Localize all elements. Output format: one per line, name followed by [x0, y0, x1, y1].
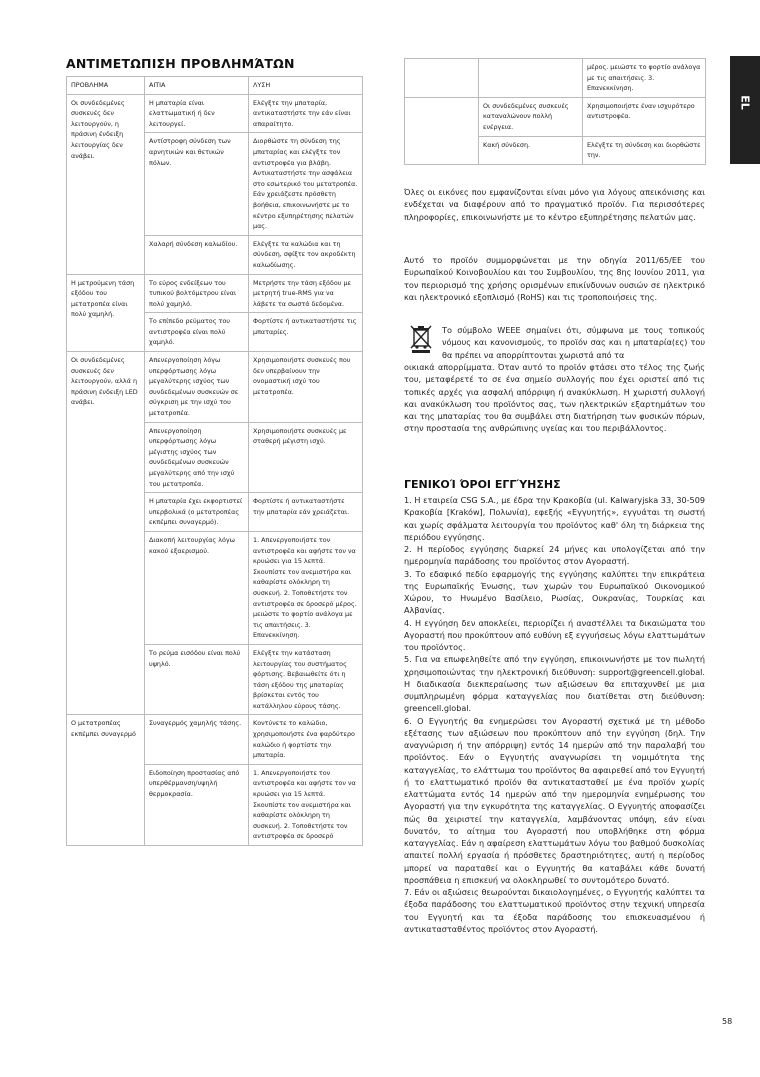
cause-cell: Χαλαρή σύνδεση καλωδίου.: [145, 235, 249, 274]
page-number: 58: [722, 1017, 733, 1026]
table-row: [405, 59, 706, 98]
cause-cell: [479, 59, 583, 98]
list-item: 7. Εάν οι αξιώσεις θεωρούνται δικαιολογημένες, ο Εγγυητής καλύπτει τα έξοδα παράδοσης του ελαττωματικού προϊόντος στην τεχνική υπηρεσία του Εγγυητή και τα έξοδα παράδοσης του επισκευασμένου ή αντικατασταθέντος προϊόντος στον Αγοραστή.: [404, 887, 705, 934]
solution-cell: Χρησιμοποιήστε έναν ισχυρότερο αντιστροφέα.: [583, 97, 706, 136]
problem-cell: Η μετρούμενη τάση εξόδου του μετατροπέα είναι πολύ χαμηλή.: [67, 274, 145, 352]
solution-cell: Ελέγξτε τη σύνδεση και διορθώστε την.: [583, 136, 706, 164]
cause-cell: Απενεργοποίηση λόγω υπερφόρτωσης λόγω μεγαλύτερης ισχύος των συνδεδεμένων συσκευών σε σύγκριση με την ισχύ του μετατροπέα.: [145, 352, 249, 423]
list-item: 6. Ο Εγγυητής θα ενημερώσει τον Αγοραστή σχετικά με τη μέθοδο εξέτασης των αξιώσεων που προκύπτουν από την εγγύηση (δηλ. Την αναγνώριση ή την απόρριψη) εντός 14 ημερών από την παραλαβή του προϊόντος. Εάν ο Εγγυητής αναγνωρίσει τη νομιμότητα της καταγγελίας, το ελάττωμα του προϊόντος θα αφαιρεθεί από τον Εγγυητή ή το ελαττωματικό προϊόν θα αντικατασταθεί με ένα προϊόν χωρίς ελαττώματα εντός 14 ημερών από την ημερομηνία ενημέρωσης του Αγοραστή για την εγκυρότητα της καταγγελίας. Ο Εγγυητής αποφασίζει πώς θα χειριστεί την καταγγελία, λαμβάνοντας υπόψη, εάν είναι δυνατόν, το αίτημα του Αγοραστή που υποβλήθηκε στη φόρμα καταγγελίας. Εάν η αφαίρεση ελαττωμάτων λόγω του βαθμού δυσκολίας απαιτεί πολλή εργασία ή πρόσθετες δραστηριότητες, αυτή η περίοδος μπορεί να παραταθεί και ο Εγγυητής θα καταβάλει κάθε δυνατή προσπάθεια η επισκευή να ολοκληρωθεί το συντομότερο δυνατό.: [404, 715, 705, 885]
images-note: Όλες οι εικόνες που εμφανίζονται είναι μόνο για λόγους απεικόνισης και ενδέχεται να διαφέρουν από το πραγματικό προϊόν. Για περισσότερες πληροφορίες, επικοινωνήστε με το κέντρο εξυπηρέτησης πελατών μας.: [404, 187, 705, 222]
table-row: [67, 352, 363, 423]
table-row: [67, 715, 363, 764]
warranty-title: ΓΕΝΙΚΟΊ ΌΡΟΙ ΕΓΓΎΗΣΗΣ: [404, 478, 561, 491]
cause-cell: Κακή σύνδεση.: [479, 136, 583, 164]
cause-cell: Συναγερμός χαμηλής τάσης.: [145, 715, 249, 764]
weee-statement-rest: οικιακά απορρίμματα. Όταν αυτό το προϊόν φτάσει στο τέλος της ζωής του, μεταφέρετέ το σε ένα σημείο συλλογής που έχει οριστεί από τις τοπικές αρχές για ασφαλή απόρριψη ή ανακύκλωση. Η χωριστή συλλογή και ανακύκλωση του προϊόντος σας, των ηλεκτρικών εξαρτημάτων του και της μπαταρίας του θα συμβάλει στη διατήρηση των φυσικών πόρων, στην προστασία της ανθρώπινης υγείας και του περιβάλλοντος.: [404, 362, 705, 434]
solution-cell: μέρος. μειώστε το φορτίο ανάλογα με τις απαιτήσεις. 3. Επανεκκίνηση.: [583, 59, 706, 98]
solution-cell: 1. Απενεργοποιήστε τον αντιστροφέα και αφήστε τον να κρυώσει για 15 λεπτά. Σκουπίστε τον ανεμιστήρα και καθαρίστε ολόκληρη τη συσκευή. 2. Τοποθετήστε τον αντιστροφέα σε δροσερό μέρος. μειώστε το φορτίο ανάλογα με τις απαιτήσεις. 3. Επανεκκίνηση.: [249, 531, 363, 644]
warranty-terms-list: [404, 494, 705, 935]
cause-cell: Η μπαταρία έχει εκφορτιστεί υπερβολικά (ο μετατροπέας εκπέμπει συναγερμό).: [145, 493, 249, 532]
solution-cell: Φορτίστε ή αντικαταστήστε την μπαταρία εάν χρειάζεται.: [249, 493, 363, 532]
problem-cell: [405, 97, 479, 164]
table-row: [67, 274, 363, 313]
solution-cell: Χρησιμοποιήστε συσκευές που δεν υπερβαίνουν την ονομαστική ισχύ του μετατροπέα.: [249, 352, 363, 423]
problem-cell: Ο μετατροπέας εκπέμπει συναγερμό: [67, 715, 145, 846]
weee-statement-first: Το σύμβολο WEEE σημαίνει ότι, σύμφωνα με τους τοπικούς νόμους και κανονισμούς, το προϊόν σας και η μπαταρία(ες) του θα πρέπει να απορρίπτονται χωριστά από τα: [442, 325, 705, 360]
header-solution: ΛΥΣΗ: [249, 77, 363, 95]
solution-cell: Ελέγξτε τα καλώδια και τη σύνδεση, σφίξτε τον ακροδέκτη καλωδίωσης.: [249, 235, 363, 274]
cause-cell: Το εύρος ενδείξεων του τυπικού βολτόμετρου είναι πολύ χαμηλό.: [145, 274, 249, 313]
problem-cell: [405, 59, 479, 98]
weee-bin-icon: [410, 324, 432, 354]
list-item: 2. Η περίοδος εγγύησης διαρκεί 24 μήνες και υπολογίζεται από την ημερομηνία παράδοσης του προϊόντος στον Αγοραστή.: [404, 544, 705, 567]
troubleshooting-table-continued: [404, 58, 706, 165]
list-item: 3. Το εδαφικό πεδίο εφαρμογής της εγγύησης καλύπτει την επικράτεια της Ευρωπαϊκής Ένωσης, των χωρών του Ευρωπαϊκού Οικονομικού Χώρου, το Ηνωμένο Βασίλειο, Ρωσίας, Ουκρανίας, Τουρκίας και Αλβανίας.: [404, 568, 705, 616]
table-row: [405, 97, 706, 136]
solution-cell: Μετρήστε την τάση εξόδου με μετρητή true-RMS για να λάβετε τα σωστά δεδομένα.: [249, 274, 363, 313]
cause-cell: Διακοπή λειτουργίας λόγω κακού εξαερισμού.: [145, 531, 249, 644]
page-title: ΑΝΤΙΜΕΤΩΠΙΣΗ ΠΡΟΒΛΗΜΆΤΩΝ: [66, 56, 295, 71]
solution-cell: Διορθώστε τη σύνδεση της μπαταρίας και ελέγξτε τον αντιστροφέα για βλάβη. Αντικαταστήστε την ασφάλεια στο εσωτερικό του μετατροπέα. Εάν χρειάζεστε πρόσθετη βοήθεια, επικοινωνήστε με το κέντρο εξυπηρέτησης πελατών μας.: [249, 133, 363, 235]
table-header-row: [67, 77, 363, 95]
cause-cell: Το ρεύμα εισόδου είναι πολύ υψηλό.: [145, 644, 249, 715]
cause-cell: Οι συνδεδεμένες συσκευές καταναλώνουν πολλή ενέργεια.: [479, 97, 583, 136]
header-cause: ΑΙΤΙΑ: [145, 77, 249, 95]
solution-cell: Κοντύνετε το καλώδιο, χρησιμοποιήστε ένα φαρδύτερο καλώδιο ή φορτίστε την μπαταρία.: [249, 715, 363, 764]
rohs-statement: Αυτό το προϊόν συμμορφώνεται με την οδηγία 2011/65/ΕΕ του Ευρωπαϊκού Κοινοβουλίου και του Συμβουλίου, της 8ης Ιουνίου 2011, για τον περιορισμό της χρήσης ορισμένων επικίνδυνων ουσιών σε ηλεκτρικό και ηλεκτρονικό εξοπλισμό (RoHS) και τις τροποποιήσεις της.: [404, 255, 705, 302]
language-tab: [730, 56, 760, 164]
cause-cell: Απενεργοποίηση υπερφόρτωσης λόγω μέγιστης ισχύος των συνδεδεμένων συσκευών μεγαλύτερης από την ισχύ του μετατροπέα.: [145, 422, 249, 493]
solution-cell: Ελέγξτε την μπαταρία, αντικαταστήστε την εάν είναι απαραίτητο.: [249, 94, 363, 133]
solution-cell: Χρησιμοποιήστε συσκευές με σταθερή μέγιστη ισχύ.: [249, 422, 363, 493]
solution-cell: 1. Απενεργοποιήστε τον αντιστροφέα και αφήστε τον να κρυώσει για 15 λεπτά. Σκουπίστε τον ανεμιστήρα και καθαρίστε ολόκληρη τη συσκευή. 2. Τοποθετήστε τον αντιστροφέα σε δροσερό: [249, 764, 363, 845]
solution-cell: Ελέγξτε την κατάσταση λειτουργίας του συστήματος φόρτισης. Βεβαιωθείτε ότι η τάση εξόδου της μπαταρίας βρίσκεται εντός του κατάλληλου εύρους τάσης.: [249, 644, 363, 715]
cause-cell: Η μπαταρία είναι ελαττωματική ή δεν λειτουργεί.: [145, 94, 249, 133]
list-item: 1. Η εταιρεία CSG S.A., με έδρα την Κρακοβία (ul. Kalwaryjska 33, 30-509 Κρακοβία [Kraków], Πολωνία), εφεξής «Εγγυητής», εγγυάται τη σωστή και χωρίς σφάλματα λειτουργία του προϊόντος καθ' όλη τη διάρκεια της περιόδου εγγύησης.: [404, 495, 705, 542]
solution-cell: Φορτίστε ή αντικαταστήστε τις μπαταρίες.: [249, 313, 363, 352]
troubleshooting-table: [66, 76, 363, 846]
cause-cell: Αντίστροφη σύνδεση των αρνητικών και θετικών πόλων.: [145, 133, 249, 235]
problem-cell: Οι συνδεδεμένες συσκευές δεν λειτουργούν, αλλά η πράσινη ένδειξη LED ανάβει.: [67, 352, 145, 715]
list-item: 5. Για να επωφεληθείτε από την εγγύηση, επικοινωνήστε με τον πωλητή χρησιμοποιώντας την ηλεκτρονική διεύθυνση: support@greencell.global. Η διαδικασία διεκπεραίωσης των αξιώσεων θα επιταχυνθεί με μια συμπληρωμένη φόρμα καταγγελίας που διατίθεται στη διεύθυνση: greencell.global.: [404, 654, 705, 714]
language-label: EL: [738, 95, 752, 110]
cause-cell: Το επίπεδο ρεύματος του αντιστροφέα είναι πολύ χαμηλό.: [145, 313, 249, 352]
list-item: 4. Η εγγύηση δεν αποκλείει, περιορίζει ή αναστέλλει τα δικαιώματα του Αγοραστή που προκύπτουν από ευθύνη εξ εγγυήσεως λόγω ελαττωμάτων του προϊόντος.: [404, 617, 705, 652]
problem-cell: Οι συνδεδεμένες συσκευές δεν λειτουργούν, η πράσινη ένδειξη λειτουργίας δεν ανάβει.: [67, 94, 145, 274]
header-problem: ΠΡΟΒΛΗΜΑ: [67, 77, 145, 95]
table-row: [67, 94, 363, 133]
cause-cell: Ειδοποίηση προστασίας από υπερθέρμανση/υψηλή θερμοκρασία.: [145, 764, 249, 845]
